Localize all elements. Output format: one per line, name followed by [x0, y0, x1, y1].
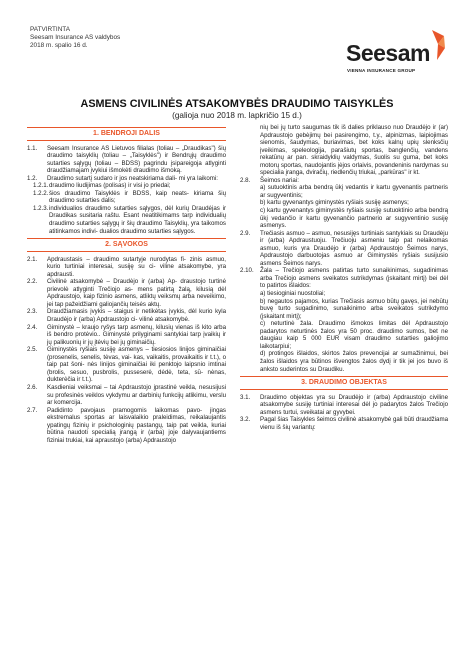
clause-text: individualios draudimo sutarties sąlygos, dėl kurių Draudėjas ir Draudikas susitaria raštu. Esant neatitikimams tarp individualių draudimo sutarties sąlygų ir šių draudimo Taisyklių, yra taikomos atitinkamos indivi- dualios draudimo sutarties sąlygos.	[49, 204, 226, 235]
approval-line: Seesam Insurance AS valdybos	[30, 34, 121, 42]
clause	[240, 267, 448, 290]
clause-list-item: b) kartu gyvenantys giminystės ryšiais susiję asmenys;	[260, 199, 409, 207]
left-column	[27, 124, 226, 444]
clause-text: Giminystė – kraujo ryšys tarp asmenų, kilusių vienas iš kito arba iš bendro protėvio.. Giminystė prilyginami santykiai tarp įvaikių ir jų palikuonių ir jų įtėvių bei jų giminaičių.	[47, 323, 226, 346]
clause-number: 3.1.	[240, 393, 251, 401]
approval-line: PATVIRTINTA	[30, 26, 71, 33]
section-heading-definitions: 2. SĄVOKOS	[27, 238, 226, 252]
clause-number: 1.2.	[27, 174, 38, 182]
clause-text: Apdraustasis – draudimo sutartyje nurodytas fi- zinis asmuo, kurio turtiniai interesai, susiję su ci- viline atsakomybe, yra apdrausti.	[47, 255, 226, 278]
clause-number: 1.1.	[27, 144, 38, 152]
section-heading-object: 3. DRAUDIMO OBJEKTAS	[240, 376, 448, 390]
clause	[240, 394, 448, 417]
document-title: ASMENS CIVILINĖS ATSAKOMYBĖS DRAUDIMO TAISYKLĖS	[80, 98, 394, 110]
clause-text: Šeimos nariai:	[260, 176, 299, 184]
clause-text: Draudimo sutartį sudaro ir jos neatskiriama dali- mi yra laikomi:	[47, 174, 218, 182]
clause-number: 2.7.	[27, 406, 38, 414]
clause-number: 1.2.1.	[33, 182, 49, 190]
clause	[27, 308, 226, 323]
clause-text: draudimo liudijimas (polisas) ir visi jo priedai;	[49, 182, 171, 190]
clause-number: 3.2.	[240, 416, 251, 424]
clause	[240, 177, 448, 185]
clause-number: 2.3.	[27, 308, 38, 316]
clause	[27, 145, 226, 175]
clause-number: 2.5.	[27, 346, 38, 354]
clause-number: 2.4.	[27, 323, 38, 331]
logo-mark-icon	[428, 30, 446, 60]
clause-text: Žala – Trečiojo asmens patirtas turto sunaikinimas, sugadinimas arba Trečiojo asmens sveikatos sutrikdymas (įskaitant mirtį) bei dėl to patirtos išlaidos:	[260, 267, 448, 290]
approval-line: 2018 m. spalio 16 d.	[30, 42, 88, 50]
clause-text: Draudimo objektas yra su Draudėjo ir (arba) Apdraustojo civiline atsakomybe susiję turtiniai interesai dėl jo padarytos žalos Trečiojo asmens turtui, sveikatai ar gyvybei.	[260, 393, 448, 416]
company-logo	[346, 30, 446, 76]
clause-text: Trečiasis asmuo – asmuo, nesusijęs turtiniais santykiais su Draudėju ir (arba) Apdraustuoju. Trečiuoju asmeniu taip pat nelaikomas asmuo, kuris yra Draudėjo ir (arba) Apdraustojo Šeimos narys, Apdraustojo darbuotojas asmuo ar Giminystės ryšiais susijusio asmens Šeimos narys.	[260, 229, 448, 267]
clause-number: 2.10.	[240, 267, 254, 275]
clause-continuation: nių bei jų turto saugumas tik iš dalies priklauso nuo Draudėjo ir (ar) Apdraustojo gebėjimų bei pasirengimo, t.y., alpinizmas, laipiojimas sienomis, šaudymas, buriavimas, bet koks kalnų upių slenksčių įveikimas, speleologija, parašiutų sportas, banglenčių, vandens rekatūnų ar pan. skraidyklių valdymas, šuolis su guma, bet koks motorų sportas, naudojantis įėjos orlaivis, povandeninis nardymas su specialia įranga, dviračių, riedlenčių triukai, „parkūras" ir kt.	[260, 124, 448, 177]
subclause	[27, 190, 226, 205]
clause-list-item: a) tiesioginiai nuostoliai;	[260, 290, 326, 298]
subclause	[27, 205, 226, 235]
clause	[27, 346, 226, 384]
clause-text: Kasdieniai veiksmai – tai Apdraustojo įprastinė veikla, nesusijusi su profesinės veiklos vykdymu ar darbinių funkcijų atlikimu, verslu ar komercija.	[47, 383, 226, 407]
logo-subtext: VIENNA INSURANCE GROUP	[347, 68, 416, 73]
clause-text: Seesam Insurance AS Lietuvos filialas (toliau – „Draudikas") šių draudimo taisyklių (toliau – „Taisyklės") ir Bendrųjų draudimo sutarties sąlygų (toliau – BDSS) pagrindu įsipareigoja atlyginti draudžiamajam įvykiui išmokėti draudimo išmoką.	[47, 144, 226, 175]
clause-text: Draudžiamasis įvykis – staigus ir netikėtas įvykis, dėl kurio kyla Draudėjo ir (arba) Apdraustojo ci- vilinė atsakomybė.	[47, 308, 226, 324]
clause-number: 2.6.	[27, 383, 38, 391]
clause-number: 2.9.	[240, 229, 251, 237]
clause-list-item: c) kartu gyvenantys giminystės ryšiais susiję sutuoktinio arba bendrą ūkį vedančio ir kartu gyvenančio partnerio ar sugyventinio susiję asmenys.	[260, 207, 448, 230]
clause-number: 2.8.	[240, 176, 251, 184]
section-heading-general: 1. BENDROJI DALIS	[27, 127, 226, 141]
subclause	[27, 182, 226, 190]
right-column	[240, 124, 448, 431]
clause	[27, 384, 226, 407]
clause	[27, 407, 226, 445]
clause	[27, 256, 226, 279]
logo-wordmark: Seesam	[346, 40, 430, 66]
clause-text: šios draudimo Taisyklės ir BDSS, kaip neats- kiriama šių draudimo sutarties dalis;	[49, 189, 226, 205]
clause-list-item: d) protingos išlaidos, skirtos žalos prevencijai ar sumažinimui, bei žalos išlaidos yra būtinos išvengtos žalos dydį ir tik jei jos buvo iš anksto suderintos su Draudiku.	[260, 350, 448, 373]
clause-text: Pagal šias Taisykles šeimos civilinė atsakomybė gali būti draudžiama vienu iš šių variantų:	[260, 416, 448, 431]
clause-list-item: a) sutuoktinis arba bendrą ūkį vedantis ir kartu gyvenantis partneris ar sugyventinis;	[260, 184, 448, 199]
clause-number: 1.2.3.	[33, 204, 49, 212]
clause-text: Civilinė atsakomybė – Draudėjo ir (arba) Ap- draustojo turtinė prievolė atlyginti Trečiojo as- mens patirtą žalą, kilusią dėl Apdraustojo, kaip fizinio asmens, atliktų veiksmų arba neveikimo, jei tap pažeidžiami galiojančių teisės aktų.	[47, 278, 226, 308]
clause-text: Giminystės ryšiais susiję asmenys – tiesiosios linijos giminaičiai (prosenelis, senelis, tėvas, vai- kas, vaikaitis, provaikaitis ir t.t.), o taip pat šoni- nės linijos giminaičiai iki penktojo laipsnio imtinai (brolis, sesuo, pusbrolis, pusseserė, dėdė, teta, sū- nėnas, dukterėčia ir t.t.).	[47, 346, 226, 384]
clause-list-item: c) neturtinė žala. Draudimo išmokos limitas dėl Apdraustojo padarytos neturtinės žalos yra 50 proc. draudimo sumos, bet ne daugiau kaip 5 000 EUR visam draudimo sutarties galiojimo laikotarpiui;	[260, 320, 448, 350]
clause	[27, 278, 226, 308]
clause-number: 2.1.	[27, 255, 38, 263]
clause	[240, 416, 448, 431]
clause-list-item: b) negautos pajamos, kurias Trečiasis asmuo būtų gavęs, jei nebūtų buvę turto sugadinimo, sunaikinimo arba sveikatos sutrikdymo (įskaitant mirtį);	[260, 297, 448, 320]
clause-number: 1.2.2.	[33, 189, 49, 197]
clause-number: 2.2.	[27, 278, 38, 286]
clause	[27, 175, 226, 183]
clause-text: Padidinto pavojaus pramogomis laikomas pavo- jingas ekstremalus sportas ar laisvalaikio praleidimas, reikalaujantis ypatingų fizinių ir psichologinių pastangų, taip pat veikla, kuriai būtina naudoti specialią įrangą ir (arba) joje dalyvaujantiems fiziniai trukiai, kai apraustojo (arba) Apdraustojo	[47, 406, 226, 444]
clause	[240, 230, 448, 268]
document-subtitle: (galioja nuo 2018 m. lapkričio 15 d.)	[172, 111, 302, 120]
clause	[27, 324, 226, 347]
approval-block	[30, 26, 120, 51]
